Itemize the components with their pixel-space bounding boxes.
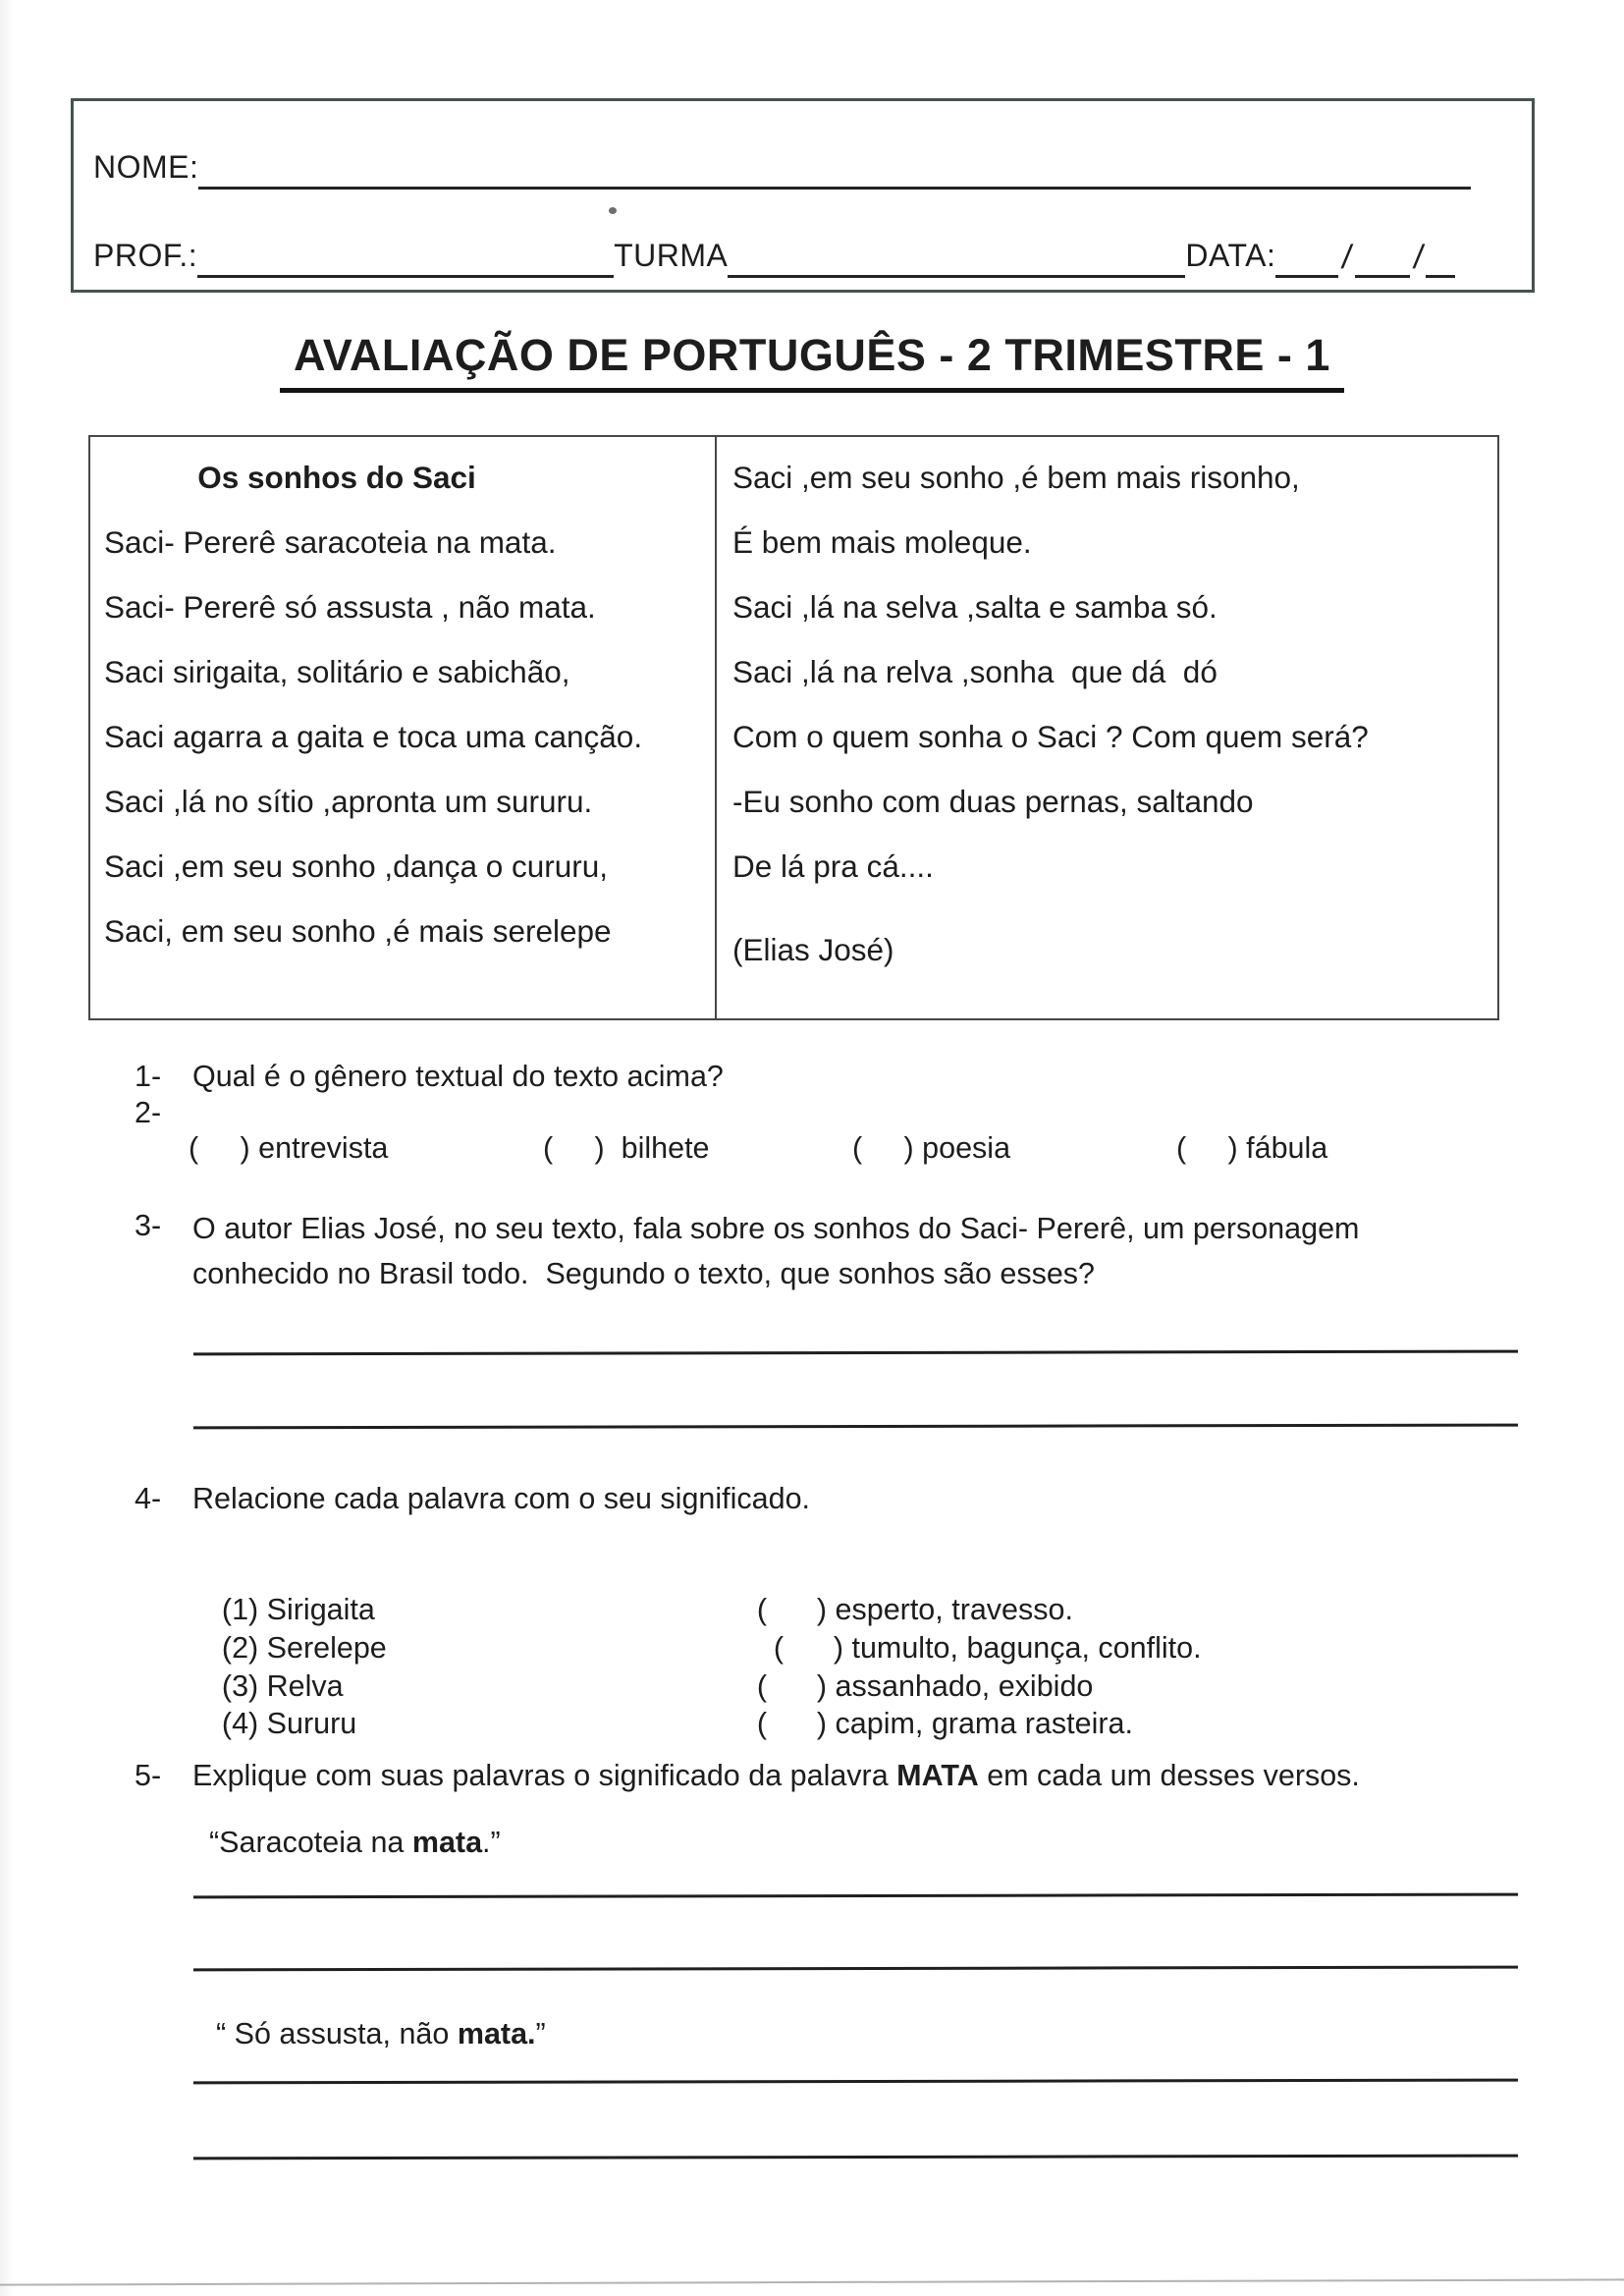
question-3-line-1: O autor Elias José, no seu texto, fala sobre os sonhos do Saci- Pererê, um personagem	[192, 1212, 1360, 1245]
class-label: TURMA	[614, 238, 729, 274]
answer-line	[193, 1350, 1518, 1356]
poem-left-column	[90, 437, 717, 1018]
option-fabula: ( ) fábula	[1176, 1131, 1328, 1165]
date-day-blank	[1275, 271, 1338, 278]
verse-quote-1-end: .”	[482, 1826, 501, 1859]
match-word: (4) Sururu	[221, 1707, 357, 1740]
teacher-blank-line	[197, 271, 614, 278]
date-month-blank	[1355, 271, 1410, 278]
match-meaning: ( ) assanhado, exibido	[756, 1669, 1094, 1703]
question-5-text	[192, 1756, 1360, 1795]
question-1-number: 1-	[135, 1060, 162, 1093]
scan-page-edge	[0, 2278, 1624, 2285]
poem-line: Com o quem sonha o Saci ? Com quem será?	[732, 719, 1369, 754]
question-5	[135, 1756, 1360, 1795]
verse-quote-2-bold: mata.	[457, 2017, 536, 2050]
answer-line	[193, 2079, 1518, 2085]
name-label: NOME:	[93, 149, 199, 186]
poem-line: Saci ,lá na relva ,sonha que dá dó	[732, 654, 1218, 689]
poem-line: Saci agarra a gaita e toca uma canção.	[104, 719, 643, 754]
name-blank-line	[198, 183, 1471, 190]
question-3-line-2: conhecido no Brasil todo. Segundo o texto, que sonhos são esses?	[192, 1257, 1096, 1290]
date-label: DATA:	[1185, 238, 1276, 274]
answer-line	[193, 2155, 1518, 2160]
teacher-label: PROF.:	[93, 238, 198, 274]
question-5-text-after: em cada um desses versos.	[978, 1759, 1360, 1792]
student-info-box	[71, 98, 1535, 293]
poem-line: Saci ,em seu sonho ,dança o cururu,	[104, 848, 609, 884]
scan-speck	[609, 207, 617, 214]
page-title: AVALIAÇÃO DE PORTUGUÊS - 2 TRIMESTRE - 1	[280, 330, 1344, 393]
match-meaning: ( ) tumulto, bagunça, conflito.	[756, 1631, 1202, 1665]
verse-quote-1-text: “Saracoteia na	[209, 1826, 412, 1859]
question-4-number: 4-	[135, 1482, 162, 1515]
option-poesia: ( ) poesia	[852, 1131, 1011, 1165]
poem-table	[88, 435, 1499, 1020]
question-3-text	[192, 1206, 1359, 1296]
question-4-text: Relacione cada palavra com o seu significado.	[192, 1482, 811, 1515]
poem-line: De lá pra cá....	[732, 848, 934, 884]
class-blank-line	[728, 271, 1185, 278]
teacher-class-date-row	[93, 217, 1481, 274]
title-wrap	[0, 330, 1624, 393]
poem-line: É bem mais moleque.	[732, 524, 1032, 560]
match-meaning: ( ) capim, grama rasteira.	[756, 1707, 1133, 1740]
match-word: (3) Relva	[221, 1669, 344, 1703]
option-entrevista: ( ) entrevista	[189, 1131, 389, 1165]
question-3	[135, 1206, 1359, 1296]
poem-title: Os sonhos do Saci	[197, 460, 476, 495]
verse-quote-2-end: ”	[535, 2017, 546, 2050]
question-1-text: Qual é o gênero textual do texto acima?	[192, 1060, 724, 1093]
name-row	[93, 129, 1471, 186]
question-5-number: 5-	[135, 1759, 162, 1792]
answer-line	[193, 1966, 1518, 1972]
poem-line: Saci sirigaita, solitário e sabichão,	[104, 654, 570, 689]
question-1	[135, 1057, 724, 1096]
question-5-text-before: Explique com suas palavras o significado da palavra	[192, 1759, 897, 1792]
answer-line	[193, 1424, 1518, 1430]
question-2	[135, 1093, 192, 1132]
verse-quote-1-bold: mata	[411, 1826, 483, 1859]
date-year-blank	[1426, 271, 1455, 278]
date-slash: /	[1339, 239, 1355, 276]
verse-quote-2-text: “ Só assusta, não	[216, 2017, 458, 2050]
question-2-number: 2-	[135, 1096, 162, 1129]
question-3-number: 3-	[135, 1209, 162, 1242]
date-slash: /	[1411, 239, 1426, 276]
match-meaning: ( ) esperto, travesso.	[756, 1593, 1073, 1626]
poem-line: -Eu sonho com duas pernas, saltando	[732, 784, 1254, 819]
verse-quote-1	[209, 1823, 501, 1862]
poem-line: Saci- Pererê só assusta , não mata.	[104, 589, 596, 625]
match-word: (2) Serelepe	[221, 1631, 387, 1665]
option-bilhete: ( ) bilhete	[543, 1131, 710, 1165]
question-5-bold-word: MATA	[896, 1759, 979, 1792]
poem-author: (Elias José)	[732, 932, 894, 967]
verse-quote-2	[216, 2014, 546, 2053]
poem-right-column	[717, 437, 1497, 1018]
poem-line: Saci, em seu sonho ,é mais serelepe	[104, 913, 612, 949]
question-4	[135, 1479, 810, 1518]
poem-line: Saci ,em seu sonho ,é bem mais risonho,	[732, 460, 1300, 495]
poem-line: Saci ,lá na selva ,salta e samba só.	[732, 589, 1218, 625]
answer-line	[193, 1893, 1518, 1899]
poem-line: Saci- Pererê saracoteia na mata.	[104, 524, 557, 560]
match-word: (1) Sirigaita	[221, 1593, 375, 1626]
poem-line: Saci ,lá no sítio ,apronta um sururu.	[104, 784, 593, 819]
